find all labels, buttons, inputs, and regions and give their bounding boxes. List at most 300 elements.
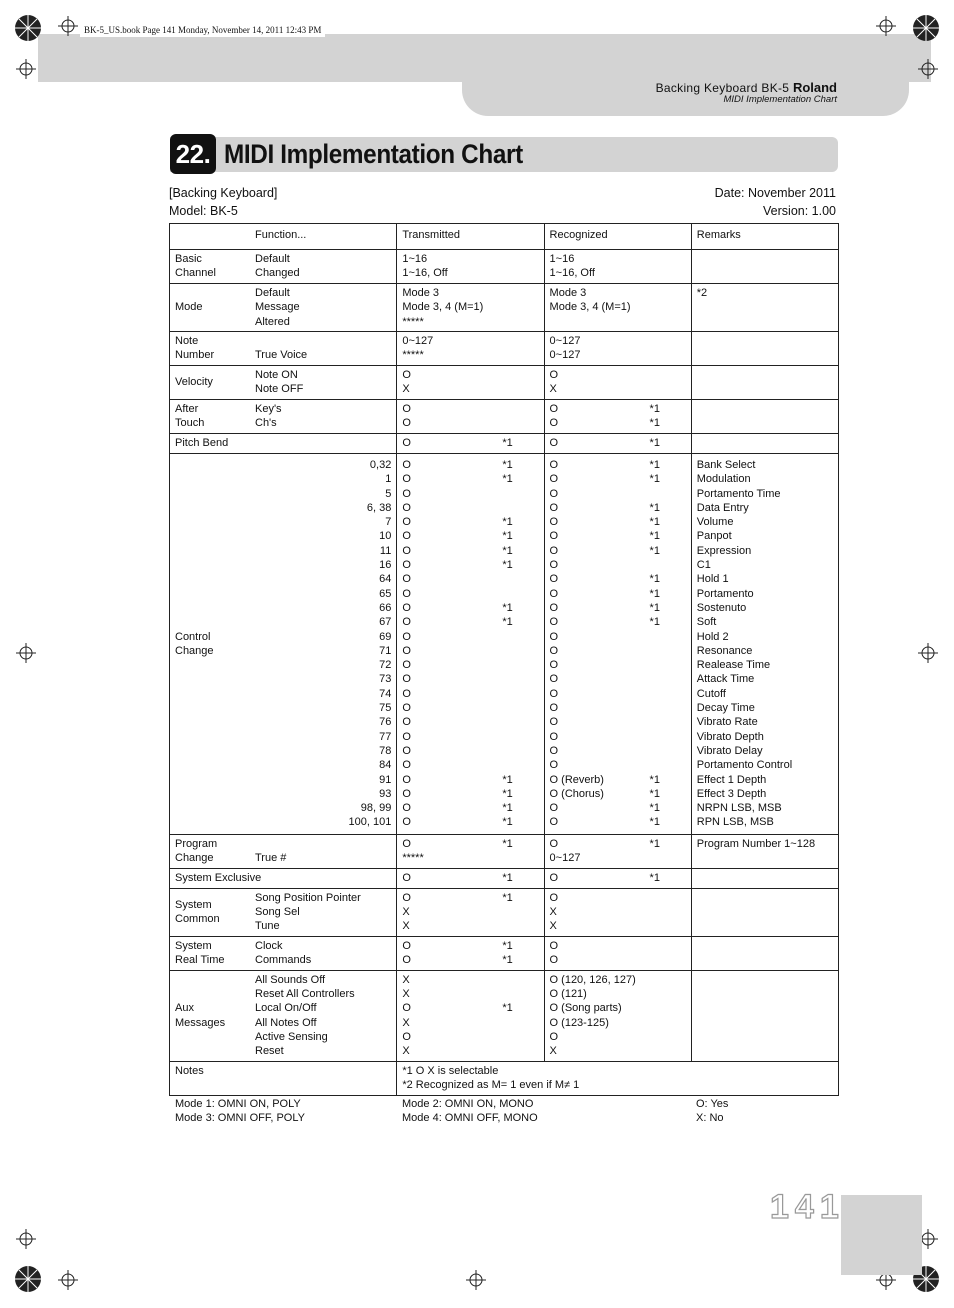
rx-note: *1 (649, 616, 660, 629)
table-row (170, 888, 839, 936)
registration-mark-icon (912, 14, 940, 42)
row-label: Mode (175, 301, 203, 314)
tx-value: O (402, 573, 411, 586)
mode-legend: Mode 1: OMNI ON, POLY (175, 1098, 301, 1110)
rx-value: O (549, 954, 559, 967)
crosshair-icon (466, 1270, 486, 1290)
rx-value: O (549, 630, 559, 643)
tx-value: O (402, 616, 411, 629)
tx-value: O (402, 744, 411, 757)
rx-value: 0~127 (549, 335, 581, 347)
cc-tx-line (402, 758, 538, 772)
rx-value: 1~16 (549, 253, 575, 265)
row-sublabel: Ch's (255, 417, 277, 430)
rx-note: *1 (649, 816, 660, 829)
tx-note: *1 (502, 437, 513, 449)
rx-value: X (549, 906, 557, 919)
table-row (170, 284, 839, 332)
remarks-value: *2 (696, 287, 708, 299)
tx-value: X (402, 383, 410, 396)
cc-number: 1 (385, 473, 392, 486)
cc-remark: Hold 1 (696, 573, 729, 586)
cc-tx-line (402, 458, 538, 472)
tx-note: *1 (502, 891, 513, 904)
cc-remark: Data Entry (696, 501, 749, 514)
cc-tx-line (402, 701, 538, 715)
rx-value: O (549, 644, 559, 657)
cc-tx-line (402, 787, 538, 801)
rx-value: O (549, 659, 559, 672)
crosshair-icon (876, 16, 896, 36)
tx-value: O (402, 417, 411, 430)
tx-note: *1 (502, 773, 513, 786)
row-label: Change (175, 852, 214, 865)
row-sublabel: Clock (255, 939, 283, 952)
table-row (170, 834, 839, 868)
cc-rx-line (550, 715, 686, 729)
cc-remark: Sostenuto (696, 601, 747, 614)
cc-tx-line (402, 773, 538, 787)
cc-number-list (250, 454, 396, 834)
row-sublabel: Song Sel (255, 906, 300, 919)
cc-rx-line (550, 529, 686, 543)
rx-note: *1 (649, 787, 660, 800)
note-line: *2 Recognized as M= 1 even if M≠ 1 (402, 1079, 580, 1092)
mode-legend: Mode 2: OMNI ON, MONO (402, 1098, 534, 1110)
date-label: Date: November 2011 (714, 186, 836, 200)
cc-remark: Vibrato Depth (696, 730, 764, 743)
rx-value: O (Song parts) (549, 1002, 622, 1015)
row-sublabel: True # (255, 851, 287, 864)
cc-remark: Volume (696, 516, 734, 529)
model-label: Model: BK-5 (169, 204, 238, 218)
page-number-box (841, 1195, 922, 1275)
tx-note: *1 (502, 802, 513, 815)
cc-number: 64 (379, 573, 392, 586)
cc-remark: Attack Time (696, 673, 755, 686)
cc-number: 0,32 (369, 459, 392, 471)
row-sublabel: Changed (255, 267, 300, 280)
cc-tx-line (402, 544, 538, 558)
tx-value: X (402, 1016, 410, 1029)
rx-value: O (549, 403, 559, 415)
crosshair-icon (16, 643, 36, 663)
tx-note: *1 (502, 1002, 513, 1015)
tx-note: *1 (502, 871, 513, 884)
cc-remark: Resonance (696, 644, 753, 657)
row-label: System (175, 898, 212, 911)
cc-number: 72 (379, 659, 392, 672)
rx-value: Mode 3 (549, 287, 587, 299)
cc-number: 65 (379, 587, 392, 600)
table-header-row (170, 224, 839, 250)
rx-value: O (121) (549, 988, 587, 1001)
tx-value: O (402, 730, 411, 743)
brand-logo: Roland (792, 80, 837, 95)
cc-tx-line (402, 730, 538, 744)
row-sublabel: All Sounds Off (255, 973, 326, 986)
rx-value: O (549, 601, 559, 614)
tx-value: O (402, 601, 411, 614)
cc-tx-line (402, 815, 538, 829)
cc-remark: RPN LSB, MSB (696, 816, 774, 829)
tx-value: O (402, 871, 411, 884)
row-sublabel: Default (255, 287, 290, 299)
tx-note: *1 (502, 530, 513, 543)
cc-number: 77 (379, 730, 392, 743)
tx-value: O (402, 802, 411, 815)
rx-value: X (549, 1045, 557, 1058)
tx-note: *1 (502, 559, 513, 572)
cc-number: 6, 38 (366, 501, 392, 514)
rx-value: O (549, 437, 559, 449)
no-legend: X: No (696, 1112, 724, 1124)
tx-value: ***** (402, 349, 424, 362)
cc-rx-line (550, 672, 686, 686)
tx-value: O (402, 702, 411, 715)
row-sublabel: Altered (255, 315, 290, 328)
tx-value: O (402, 687, 411, 700)
cc-rx-line (550, 687, 686, 701)
row-sublabel: Local On/Off (255, 1002, 317, 1015)
rx-value: O (549, 802, 559, 815)
cc-tx-line (402, 501, 538, 515)
cc-rx-line (550, 815, 686, 829)
rx-note: *1 (649, 837, 660, 850)
cc-number: 74 (379, 687, 392, 700)
cc-number: 73 (379, 673, 392, 686)
row-sublabel: Active Sensing (255, 1030, 328, 1043)
row-label: Aux (175, 1002, 194, 1015)
row-label: Basic (175, 253, 202, 265)
crosshair-icon (58, 1270, 78, 1290)
rx-value: O (549, 1030, 559, 1043)
row-label: Notes (175, 1064, 204, 1077)
cc-tx-line (402, 515, 538, 529)
cc-remark: Expression (696, 544, 752, 557)
cc-remark: Cutoff (696, 687, 726, 700)
footer-legend-col1 (175, 1097, 305, 1125)
row-label: Touch (175, 417, 205, 430)
table-row (170, 970, 839, 1061)
tx-value: 1~16 (402, 253, 428, 265)
cc-rx-line (550, 658, 686, 672)
rx-value: O (549, 501, 559, 514)
tx-value: O (402, 501, 411, 514)
table-row (170, 936, 839, 970)
cc-tx-line (402, 630, 538, 644)
print-info-line: BK-5_US.book Page 141 Monday, November 14, 2011 12:43 PM (80, 24, 325, 37)
cc-number: 7 (385, 516, 392, 529)
cc-rx-line (550, 758, 686, 772)
registration-mark-icon (14, 1265, 42, 1293)
tx-value: O (402, 716, 411, 729)
cc-number: 100, 101 (348, 816, 392, 829)
cc-number: 66 (379, 601, 392, 614)
cc-tx-line (402, 529, 538, 543)
cc-number: 69 (379, 630, 392, 643)
rx-value: O (549, 837, 559, 850)
cc-tx-line (402, 658, 538, 672)
row-label: Change (175, 644, 214, 657)
page-number: 141 (770, 1188, 845, 1226)
crosshair-icon (16, 59, 36, 79)
cc-tx-line (402, 487, 538, 501)
table-row (170, 434, 839, 454)
row-label: Number (175, 349, 215, 362)
tx-note: *1 (502, 459, 513, 471)
rx-value: 1~16, Off (549, 267, 595, 280)
rx-value: O (549, 459, 559, 471)
cc-remark: Panpot (696, 530, 732, 543)
row-label: System (175, 939, 212, 952)
rx-value: O (549, 673, 559, 686)
table-row (170, 332, 839, 366)
rx-value: O (123-125) (549, 1016, 609, 1029)
rx-value: O (120, 126, 127) (549, 973, 636, 986)
rx-value: O (549, 939, 559, 952)
tx-value: O (402, 530, 411, 543)
cc-rx-line (550, 787, 686, 801)
row-sublabel: Default (255, 253, 290, 265)
tx-note: *1 (502, 816, 513, 829)
table-row (170, 400, 839, 434)
cc-rx-line (550, 472, 686, 486)
cc-number: 98, 99 (360, 802, 392, 815)
cc-tx-line (402, 744, 538, 758)
rx-value: 0~127 (549, 349, 581, 362)
row-sublabel: Reset (255, 1045, 284, 1058)
rx-value: O (549, 730, 559, 743)
cc-remark: NRPN LSB, MSB (696, 802, 782, 815)
cc-number: 16 (379, 559, 392, 572)
tx-value: X (402, 988, 410, 1001)
rx-value: O (549, 369, 559, 381)
table-row-control-change (170, 454, 839, 835)
cc-number: 67 (379, 616, 392, 629)
rx-value: Mode 3, 4 (M=1) (549, 301, 631, 314)
row-label: Real Time (175, 954, 225, 967)
cc-remark: Bank Select (696, 459, 756, 471)
rx-note: *1 (649, 417, 660, 430)
cc-remark: Modulation (696, 473, 751, 486)
cc-tx-line (402, 558, 538, 572)
rx-note: *1 (649, 437, 660, 449)
cc-remark: Vibrato Rate (696, 716, 758, 729)
row-label: Velocity (175, 376, 213, 389)
row-label: Program (175, 837, 218, 850)
crosshair-icon (58, 16, 78, 36)
registration-mark-icon (14, 14, 42, 42)
rx-value: O (549, 716, 559, 729)
crosshair-icon (918, 643, 938, 663)
cc-tx-line (402, 672, 538, 686)
cc-remark: Soft (696, 616, 717, 629)
cc-remark: C1 (696, 559, 711, 572)
rx-value: O (549, 759, 559, 772)
row-label: Note (175, 335, 199, 347)
tx-value: X (402, 920, 410, 933)
remarks-value: Program Number 1~128 (696, 837, 816, 850)
tx-value: O (402, 659, 411, 672)
tx-value: O (402, 369, 411, 381)
tx-note: *1 (502, 939, 513, 952)
rx-value: O (549, 687, 559, 700)
chapter-title: MIDI Implementation Chart (224, 139, 523, 169)
tx-value: 1~16, Off (402, 267, 448, 280)
footer-legend-col3 (696, 1097, 728, 1125)
rx-note: *1 (649, 459, 660, 471)
rx-value: X (549, 920, 557, 933)
tx-note: *1 (502, 787, 513, 800)
tx-value: O (402, 673, 411, 686)
row-sublabel: True Voice (255, 349, 308, 361)
tx-value: O (402, 759, 411, 772)
table-row (170, 366, 839, 400)
tx-value: X (402, 973, 410, 986)
cc-rx-line (550, 615, 686, 629)
rx-value: O (549, 516, 559, 529)
tx-value: O (402, 473, 411, 486)
cc-number: 10 (379, 530, 392, 543)
cc-number: 5 (385, 487, 392, 500)
rx-note: *1 (649, 587, 660, 600)
cc-rx-line (550, 644, 686, 658)
tx-value: O (402, 773, 411, 786)
cc-remark: Decay Time (696, 702, 755, 715)
mode-legend: Mode 4: OMNI OFF, MONO (402, 1112, 538, 1124)
tx-value: O (402, 787, 411, 800)
row-sublabel: Reset All Controllers (255, 988, 355, 1001)
rx-value: O (549, 891, 559, 904)
row-label: After (175, 403, 199, 415)
running-header-section: MIDI Implementation Chart (723, 94, 837, 105)
cc-tx-line (402, 615, 538, 629)
tx-value: X (402, 1045, 410, 1058)
tx-value: Mode 3 (402, 287, 440, 299)
note-line: *1 O X is selectable (402, 1064, 499, 1077)
rx-value: O (549, 587, 559, 600)
cc-rx-line (550, 773, 686, 787)
rx-note: *1 (649, 501, 660, 514)
rx-value: O (549, 417, 559, 430)
row-label: Channel (175, 267, 216, 280)
running-header (656, 80, 837, 95)
midi-implementation-table (169, 223, 839, 1096)
table-row-notes (170, 1061, 839, 1095)
cc-tx-line (402, 587, 538, 601)
header-transmitted: Transmitted (402, 229, 460, 241)
cc-remark: Portamento Time (696, 487, 781, 500)
instrument-label: [Backing Keyboard] (169, 186, 278, 200)
row-sublabel: Message (255, 301, 300, 314)
tx-value: O (402, 487, 411, 500)
tx-value: 0~127 (402, 335, 434, 347)
cc-number: 71 (379, 644, 392, 657)
rx-note: *1 (649, 473, 660, 486)
tx-value: ***** (402, 315, 424, 328)
tx-value: O (402, 837, 411, 850)
chapter-number: 22. (170, 134, 216, 174)
tx-value: O (402, 559, 411, 572)
tx-note: *1 (502, 473, 513, 486)
tx-value: O (402, 644, 411, 657)
cc-number: 91 (379, 773, 392, 786)
cc-remark: Realease Time (696, 659, 771, 672)
rx-value: O (549, 702, 559, 715)
cc-number: 93 (379, 787, 392, 800)
crosshair-icon (16, 1229, 36, 1249)
tx-value: O (402, 516, 411, 529)
cc-remark: Portamento Control (696, 759, 793, 772)
header-function: Function... (255, 229, 307, 241)
cc-tx-line (402, 601, 538, 615)
cc-number: 11 (379, 544, 392, 557)
tx-note: *1 (502, 616, 513, 629)
rx-value: O (549, 816, 559, 829)
rx-note: *1 (649, 403, 660, 415)
cc-rx-line (550, 801, 686, 815)
cc-tx-line (402, 472, 538, 486)
cc-tx-list (397, 454, 543, 834)
rx-value: 0~127 (549, 852, 581, 865)
rx-value: O (549, 530, 559, 543)
tx-value: O (402, 544, 411, 557)
tx-value: O (402, 587, 411, 600)
row-sublabel: Note ON (255, 369, 298, 381)
cc-remark: Effect 3 Depth (696, 787, 767, 800)
tx-value: O (402, 939, 411, 952)
rx-value: O (549, 616, 559, 629)
rx-note: *1 (649, 573, 660, 586)
cc-rx-line (550, 587, 686, 601)
tx-value: O (402, 954, 411, 967)
tx-value: O (402, 459, 411, 471)
rx-note: *1 (649, 802, 660, 815)
tx-value: X (402, 906, 410, 919)
row-sublabel: Commands (255, 954, 312, 967)
row-sublabel: Key's (255, 403, 282, 415)
row-label: System Exclusive (175, 871, 262, 884)
rx-note: *1 (649, 544, 660, 557)
cc-rx-line (550, 515, 686, 529)
rx-note: *1 (649, 530, 660, 543)
tx-note: *1 (502, 954, 513, 967)
cc-remark: Vibrato Delay (696, 744, 763, 757)
crosshair-icon (918, 59, 938, 79)
cc-tx-line (402, 644, 538, 658)
row-sublabel: Tune (255, 920, 280, 933)
rx-note: *1 (649, 773, 660, 786)
cc-tx-line (402, 572, 538, 586)
tx-value: O (402, 403, 411, 415)
rx-note: *1 (649, 601, 660, 614)
cc-remark: Portamento (696, 587, 754, 600)
cc-rx-list (545, 454, 691, 834)
row-sublabel: Note OFF (255, 383, 304, 396)
cc-rx-line (550, 601, 686, 615)
cc-rx-line (550, 458, 686, 472)
rx-value: O (549, 487, 559, 500)
cc-tx-line (402, 715, 538, 729)
cc-number: 84 (379, 759, 392, 772)
tx-value: O (402, 816, 411, 829)
row-sublabel: Song Position Pointer (255, 891, 361, 904)
rx-note: *1 (649, 871, 660, 884)
cc-rx-line (550, 558, 686, 572)
tx-value: ***** (402, 852, 424, 865)
rx-value: O (549, 573, 559, 586)
